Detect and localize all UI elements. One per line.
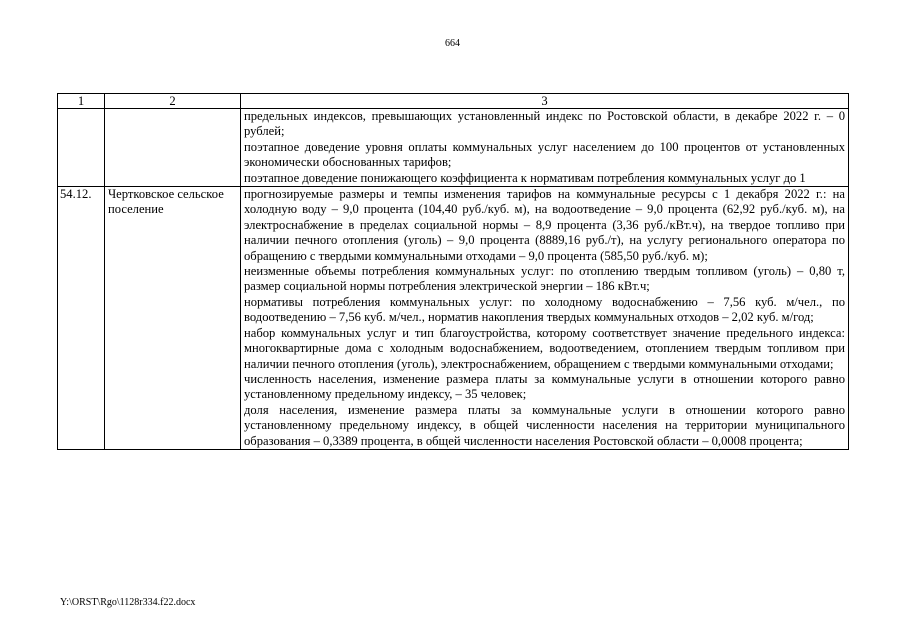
paragraph: предельных индексов, превышающих установленный индекс по Ростовской области, в декабре 2022 г. – 0 рублей; bbox=[244, 109, 845, 139]
column-header-2: 2 bbox=[105, 94, 241, 109]
table-row-continuation bbox=[58, 109, 849, 187]
paragraph: неизменные объемы потребления коммунальных услуг: по отоплению твердым топливом (уголь) – 0,80 т, размер социальной нормы потребления электрической энергии – 186 кВт.ч; bbox=[244, 264, 845, 294]
row-code-cell bbox=[58, 109, 105, 187]
paragraph: доля населения, изменение размера платы за коммунальные услуги в отношении которого равно установленному предельному индексу, в общей численности населения на территории муниципального образования – 0,3389 процента, в общей численности населения Ростовской области – 0,0008 процента; bbox=[244, 402, 845, 448]
paragraph: прогнозируемые размеры и темпы изменения тарифов на коммунальные ресурсы с 1 декабря 2022 г.: на холодную воду – 9,0 процента (104,40 руб./куб. м), на водоотведение – 9,0 процента (62,92 руб./куб. м), на электроснабжение в пределах социальной нормы – 8,9 процента (3,36 руб./кВт.ч), на твердое топливо при наличии печного отопления (уголь) – 9,0 процента (8889,16 руб./т), на услугу регионального оператора по обращению с твердыми коммунальными отходами – 9,0 процента (585,50 руб./куб. м); bbox=[244, 187, 845, 263]
column-header-1: 1 bbox=[58, 94, 105, 109]
row-name-cell: Чертковское сельское поселение bbox=[105, 187, 241, 450]
table-header-row bbox=[58, 94, 849, 109]
paragraph: набор коммунальных услуг и тип благоустройства, которому соответствует значение предельного индекса: многоквартирные дома с холодным водоснабжением, водоотведением, отоплением твердым топливом при наличии печного отопления (уголь), электроснабжением, обращением с твердыми коммунальными отходами; bbox=[244, 325, 845, 371]
document-table bbox=[57, 93, 849, 450]
paragraph: численность населения, изменение размера платы за коммунальные услуги в отношении которого равно установленному предельному индексу, – 35 человек; bbox=[244, 371, 845, 402]
paragraph: поэтапное доведение понижающего коэффициента к нормативам потребления коммунальных услуг до 1 bbox=[244, 170, 806, 185]
table-row-54-12 bbox=[58, 187, 849, 450]
paragraph: поэтапное доведение уровня оплаты коммунальных услуг населением до 100 процентов от установленных экономически обоснованных тарифов; bbox=[244, 139, 845, 170]
row-code-cell: 54.12. bbox=[58, 187, 105, 450]
footer-file-path: Y:\ORST\Rgo\1128r334.f22.docx bbox=[60, 597, 196, 608]
paragraph: нормативы потребления коммунальных услуг: по холодному водоснабжению – 7,56 куб. м/чел., по водоотведению – 7,56 куб. м/чел., норматив накопления твердых коммунальных отходов – 2,02 куб. м/год; bbox=[244, 294, 845, 325]
row-content-cell bbox=[241, 187, 849, 450]
row-name-cell bbox=[105, 109, 241, 187]
page-number: 664 bbox=[445, 38, 460, 49]
column-header-3: 3 bbox=[241, 94, 849, 109]
row-content-cell bbox=[241, 109, 849, 187]
